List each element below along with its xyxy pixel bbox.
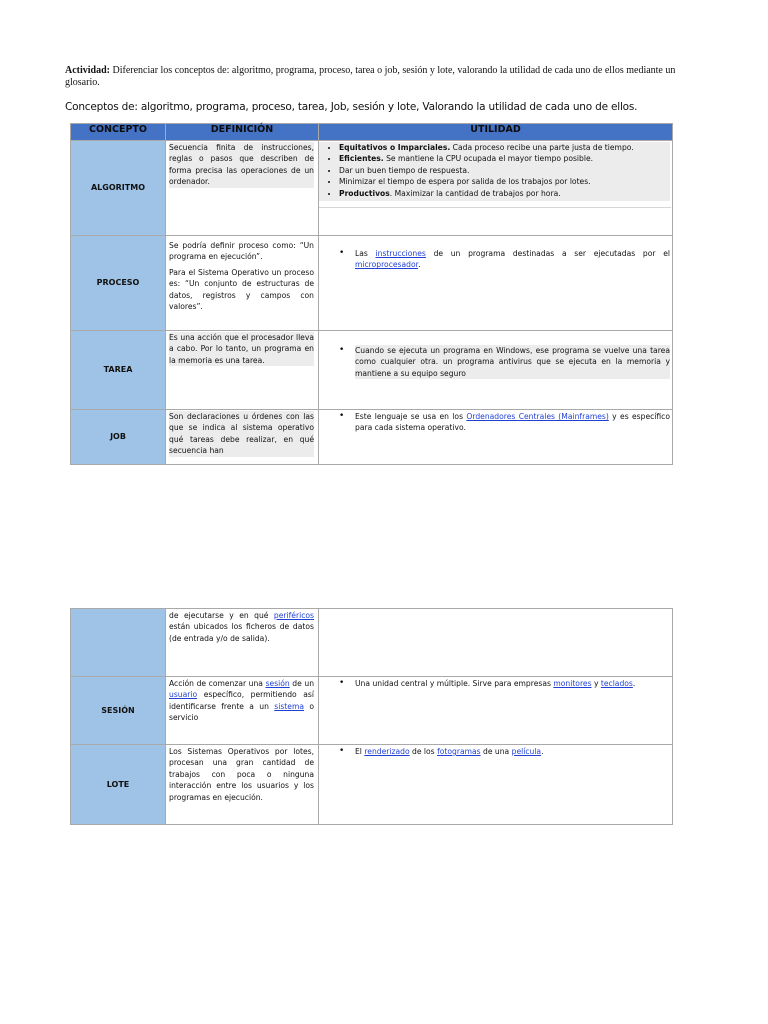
link-fotogramas[interactable]: fotogramas bbox=[437, 747, 481, 756]
list-item bbox=[339, 188, 670, 199]
utility-lote-list bbox=[329, 746, 670, 757]
definition-sesion-text bbox=[169, 678, 314, 724]
definition-algoritmo bbox=[166, 141, 319, 236]
utility-sesion bbox=[319, 677, 673, 745]
utility-sesion-list bbox=[329, 678, 670, 689]
list-item-text: de una bbox=[480, 747, 512, 756]
list-item bbox=[339, 176, 670, 187]
table-header-row bbox=[71, 124, 673, 141]
definition-algoritmo-text: Secuencia finita de instrucciones, reglas o pasos que describen de forma precisa las operaciones de un ordenador. bbox=[169, 143, 314, 187]
row-job bbox=[71, 410, 673, 465]
concept-algoritmo: ALGORITMO bbox=[71, 141, 166, 236]
link-instrucciones[interactable]: instrucciones bbox=[375, 249, 426, 258]
row-sesion bbox=[71, 677, 673, 745]
utility-proceso-list bbox=[329, 248, 670, 271]
text-segment: de ejecutarse y en qué bbox=[169, 611, 274, 620]
utility-lote bbox=[319, 745, 673, 825]
list-item-bold: Equitativos o Imparciales. bbox=[339, 143, 451, 152]
link-pelicula[interactable]: película bbox=[511, 747, 542, 756]
definition-tarea-text: Es una acción que el procesador lleva a cabo. Por lo tanto, un programa en la memoria es una tarea. bbox=[169, 333, 314, 365]
concepts-heading: Conceptos de: algoritmo, programa, proceso, tarea, Job, sesión y lote, Valorando la utilidad de cada uno de ellos. bbox=[65, 101, 638, 113]
header-utilidad: UTILIDAD bbox=[319, 124, 673, 141]
row-algoritmo bbox=[71, 141, 673, 236]
utility-algoritmo-list bbox=[319, 142, 670, 199]
concept-lote: LOTE bbox=[71, 745, 166, 825]
definition-lote-text: Los Sistemas Operativos por lotes, procesan una gran cantidad de trabajos con poca o ninguna interacción entre los usuarios y los programas en ejecución. bbox=[169, 747, 314, 802]
list-item bbox=[355, 678, 670, 689]
list-item-text: y es específico para cada sistema operativo. bbox=[355, 412, 670, 433]
glossary-table-page2 bbox=[70, 608, 673, 825]
list-item-text: Dar un buen tiempo de respuesta. bbox=[339, 165, 470, 175]
row-job-continued bbox=[71, 609, 673, 677]
activity-label: Actividad: bbox=[65, 65, 110, 76]
definition-job-text: Son declaraciones u órdenes con las que se indica al sistema operativo qué tareas debe realizar, en qué secuencia han bbox=[169, 412, 314, 456]
concept-tarea: TAREA bbox=[71, 331, 166, 410]
list-item-text: Las bbox=[355, 249, 376, 258]
utility-job bbox=[319, 410, 673, 465]
text-segment: específico, permitiendo así identificarse frente a un bbox=[169, 690, 314, 711]
list-item-text: . bbox=[418, 260, 421, 270]
glossary-table-page1 bbox=[70, 123, 673, 465]
definition-lote bbox=[166, 745, 319, 825]
list-item bbox=[339, 153, 670, 164]
link-sistema[interactable]: sistema bbox=[274, 701, 305, 711]
list-item-text: de los bbox=[409, 747, 438, 756]
text-segment: están ubicados los ficheros de datos (de entrada y/o de salida). bbox=[169, 622, 314, 643]
list-item-text: . bbox=[541, 747, 544, 756]
link-monitores[interactable]: monitores bbox=[553, 679, 592, 688]
text-segment: o servicio bbox=[169, 701, 315, 723]
link-renderizado[interactable]: renderizado bbox=[364, 747, 410, 756]
utility-algoritmo bbox=[319, 141, 673, 236]
header-definicion: DEFINICIÓN bbox=[166, 124, 319, 141]
list-item bbox=[339, 142, 670, 153]
link-perifericos[interactable]: periféricos bbox=[273, 611, 314, 620]
definition-tarea bbox=[166, 331, 319, 410]
link-mainframes[interactable]: Ordenadores Centrales (Mainframes) bbox=[466, 412, 609, 421]
utility-algoritmo-block bbox=[319, 142, 670, 201]
list-item bbox=[339, 165, 670, 176]
list-item-text: Cada proceso recibe una parte justa de tiempo. bbox=[450, 143, 634, 152]
definition-job-continued-text bbox=[169, 610, 314, 644]
list-item-text: Se mantiene la CPU ocupada el mayor tiempo posible. bbox=[383, 154, 594, 164]
utility-proceso bbox=[319, 236, 673, 331]
link-microprocesador[interactable]: microprocesador bbox=[355, 260, 419, 270]
row-tarea bbox=[71, 331, 673, 410]
utility-tarea bbox=[319, 331, 673, 410]
activity-text: Diferenciar los conceptos de: algoritmo, programa, proceso, tarea o job, sesión y lote, valorando la utilidad de cada uno de ellos mediante un glosario. bbox=[65, 65, 676, 88]
list-item-text: Minimizar el tiempo de espera por salida de los trabajos por lotes. bbox=[339, 177, 591, 187]
row-lote bbox=[71, 745, 673, 825]
list-item-bold: Eficientes. bbox=[339, 154, 384, 164]
list-item-text: El bbox=[355, 747, 365, 756]
header-concepto: CONCEPTO bbox=[71, 124, 166, 141]
definition-proceso bbox=[166, 236, 319, 331]
list-item-bold: Productivos bbox=[339, 188, 390, 198]
list-item bbox=[355, 248, 670, 271]
row-proceso bbox=[71, 236, 673, 331]
concept-job-continued bbox=[71, 609, 166, 677]
utility-job-list bbox=[329, 411, 670, 434]
list-item-text: de un programa destinadas a ser ejecutadas por el bbox=[425, 249, 670, 258]
activity-statement bbox=[65, 65, 695, 89]
concept-job: JOB bbox=[71, 410, 166, 465]
list-item-text: y bbox=[591, 679, 601, 688]
list-item bbox=[355, 746, 670, 757]
utility-tarea-list bbox=[329, 345, 670, 379]
list-item-text: Este lenguaje se usa en los bbox=[355, 412, 467, 421]
list-item: • Cuando se ejecuta un programa en Windows, ese programa se vuelve una tarea como cualquier otra. un programa antivirus que se ejecuta en la memoria y mantiene a su equipo seguro bbox=[355, 345, 670, 379]
utility-job-continued bbox=[319, 609, 673, 677]
definition-proceso-text-1: Se podría definir proceso como: “Un programa en ejecución”. bbox=[169, 241, 314, 262]
list-item-text: . bbox=[632, 679, 636, 688]
definition-proceso-text-2: Para el Sistema Operativo un proceso es: “Un conjunto de estructuras de datos, registros y campos con valores”. bbox=[169, 267, 314, 312]
definition-job-continued bbox=[166, 609, 319, 677]
text-segment: de un bbox=[289, 679, 315, 688]
link-usuario[interactable]: usuario bbox=[169, 690, 198, 700]
list-item-text: . Maximizar la cantidad de trabajos por hora. bbox=[389, 188, 561, 198]
text-segment: Acción de comenzar una bbox=[169, 679, 266, 688]
empty-shaded-strip bbox=[319, 207, 671, 218]
definition-job bbox=[166, 410, 319, 465]
link-sesion[interactable]: sesión bbox=[265, 679, 290, 688]
list-item bbox=[355, 411, 670, 434]
link-teclados[interactable]: teclados bbox=[600, 679, 633, 688]
definition-sesion bbox=[166, 677, 319, 745]
concept-sesion: SESIÓN bbox=[71, 677, 166, 745]
list-item-text: Una unidad central y múltiple. Sirve para empresas bbox=[355, 679, 554, 688]
concept-proceso: PROCESO bbox=[71, 236, 166, 331]
